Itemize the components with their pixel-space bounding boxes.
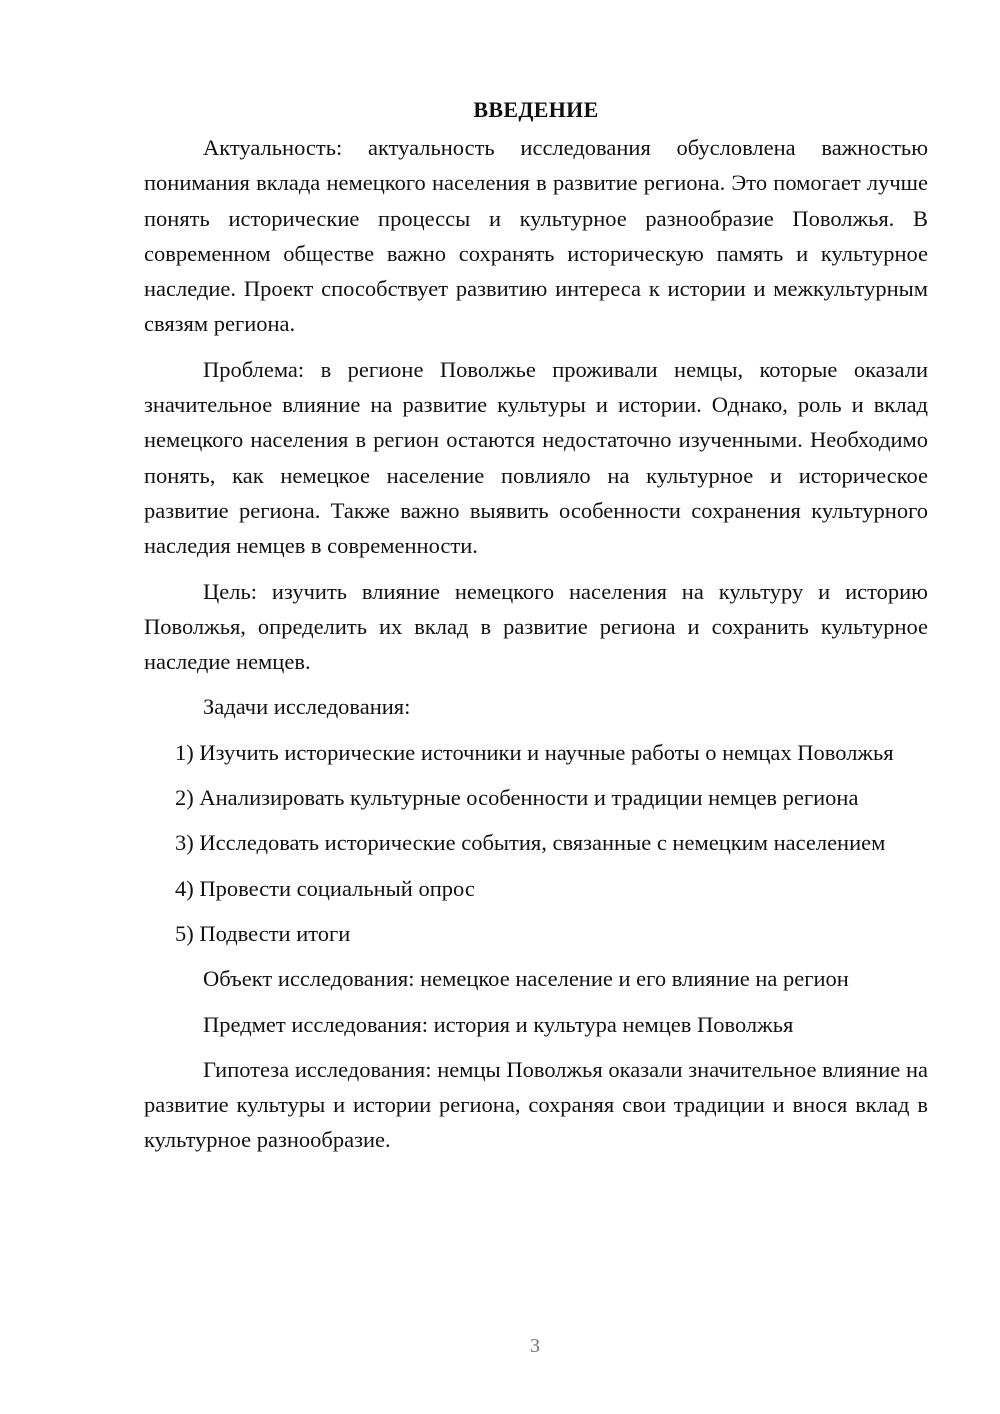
paragraph-object: Объект исследования: немецкое население и его влияние на регион — [203, 966, 849, 992]
task-number: 2) — [175, 785, 194, 811]
paragraph-problem: Проблема: в регионе Поволжье проживали немцы, которые оказали значительное влияние на развитие культуры и истории. Однако, роль и вклад немецкого населения в регион остаются недостаточно изученными. Необходимо понять, как немецкое население повлияло на культурное и историческое развитие региона. Также важно выявить особенности сохранения культурного наследия немцев в современности. — [144, 356, 928, 559]
task-item-2 — [144, 780, 928, 815]
task-item-4 — [144, 871, 928, 906]
task-number: 3) — [175, 830, 194, 856]
task-text: Анализировать культурные особенности и традиции немцев региона — [199, 785, 859, 811]
tasks-heading: Задачи исследования: — [203, 694, 411, 720]
paragraph-goal: Цель: изучить влияние немецкого населения на культуру и историю Поволжья, определить их вклад в развитие региона и сохранить культурное наследие немцев. — [144, 578, 928, 675]
task-item-5 — [144, 916, 928, 951]
page-number: 3 — [530, 1335, 540, 1357]
page-title: ВВЕДЕНИЕ — [473, 97, 599, 122]
paragraph-hypothesis: Гипотеза исследования: немцы Поволжья оказали значительное влияние на развитие культуры и истории региона, сохраняя свои традиции и внося вклад в культурное разнообразие. — [144, 1056, 928, 1153]
task-number: 1) — [175, 739, 194, 765]
task-text: Изучить исторические источники и научные работы о немцах Поволжья — [199, 739, 894, 765]
task-item-1 — [144, 735, 928, 770]
task-text: Исследовать исторические события, связанные с немецким населением — [199, 830, 886, 856]
task-number: 5) — [175, 920, 194, 946]
task-text: Провести социальный опрос — [199, 875, 475, 901]
paragraph-subject: Предмет исследования: история и культура немцев Поволжья — [203, 1011, 794, 1037]
task-number: 4) — [175, 875, 194, 901]
task-item-3 — [144, 825, 928, 860]
task-text: Подвести итоги — [199, 920, 351, 946]
page-content — [144, 92, 928, 1168]
paragraph-relevance: Актуальность: актуальность исследования обусловлена важностью понимания вклада немецкого населения в развитие региона. Это помогает лучше понять исторические процессы и культурное разнообразие Поволжья. В современном обществе важно сохранять историческую память и культурное наследие. Проект способствует развитию интереса к истории и межкультурным связям региона. — [144, 135, 928, 337]
